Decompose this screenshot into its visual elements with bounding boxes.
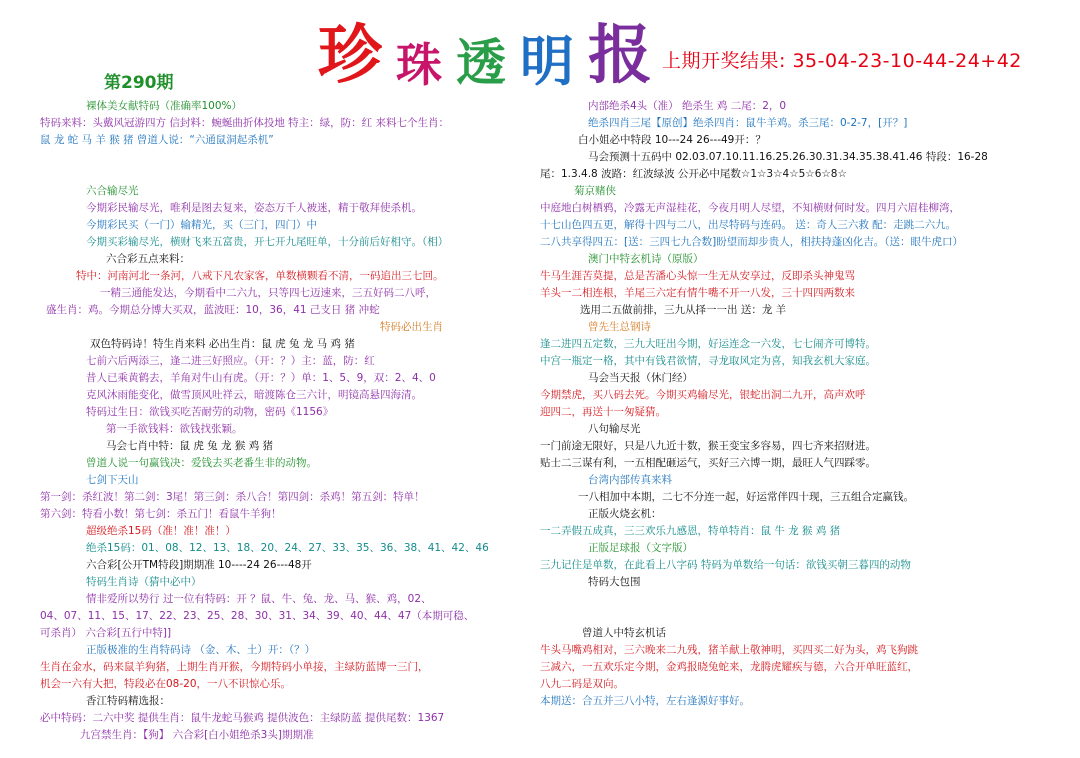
text-line: 曾先生总钢诗 [588,321,651,333]
text-line: 一门前途无限好，只是八九近十数，猴王变宝多容易，四七齐来招财进。 [540,440,876,452]
text-line: 今期禁虎，买八码去死。今期买鸡输尽光，银蛇出洞二九开，高声欢呼 [540,389,866,401]
text-line: 正版足球报（文字版） [588,542,693,554]
text-line: 澳门中特玄机诗（原版） [588,253,704,265]
text-line: 六合彩五点来料： [106,253,190,265]
title-char: 珠 [396,38,442,92]
text-line: 鼠 龙 蛇 马 羊 猴 猪 曾道人说：“六通鼠洞起杀机” [40,134,274,146]
text-line: 特码大包围 [588,576,641,588]
text-line: 台湾内部传真来料 [588,474,672,486]
text-line: 今期买彩输尽光，横财飞来五富贵，开七开九尾旺单，十分前后好相守。（相） [86,236,449,248]
text-line: 生肖在金水，码来鼠羊狗猪，上期生肖开猴，今期特码小单接，主绿防蓝博一三门， [40,661,429,673]
text-line: 盛生肖：鸡。今期总分博大买双，蓝波旺：10，36，41 己支日 猪 冲蛇 [46,304,380,316]
text-line: 马会当天报（休门经） [588,372,693,384]
text-line: 克风沐雨能变化，做雪顶风吐祥云，暗渡陈仓三六计，明镜高悬四海清。 [86,389,422,401]
text-line: 贴士二三谋有利，一五相配砸运气，买好三六博一期，最旺人气四踩零。 [540,457,876,469]
masthead-title [318,18,666,93]
text-line: 中宫一瓶定一格，其中有钱君欲情，寻龙取风定为喜，知我玄机大家庭。 [540,355,876,367]
text-line: 一精三通能发达，今期看中二六九，只等四七迈速来，三五好码二八呼， [100,287,436,299]
text-line: 特码生肖诗（猜中必中） [86,576,202,588]
last-draw-result: 上期开奖结果: 35-04-23-10-44-24+42 [662,50,1022,72]
text-line: 绝杀四肖三尾【原创】绝杀四肖：鼠牛羊鸡。杀三尾：0-2-7，[开？] [588,117,908,129]
text-line: 香江特码精选报： [86,695,170,707]
text-line: 正版火烧玄机： [588,508,662,520]
text-line: 八句输尽光 [588,423,641,435]
title-char: 透 [456,33,506,92]
text-line: 必中特码：二六中奖 提供生肖：鼠牛龙蛇马猴鸡 提供波色：主绿防蓝 提供尾数：1367 [40,712,445,724]
text-line: 绝杀15码：01、08、12、13、18、20、24、27、33、35、36、38、41、42、46 [86,542,489,554]
right-column [540,98,1060,710]
text-line: 三九记住是单数，在此看上八字码 特码为单数给一句话：欲钱买朝三暮四的动物 [540,559,911,571]
text-line [540,608,1060,625]
text-line: 第一手欲钱料：欲钱找张颖。 [106,423,243,435]
text-line: 今期彩民输尽光，唯利是图去复来，姿态万千人被迷，精于敬拜使杀机。 [86,202,422,214]
text-line: 二八共享得四五：[送：三四七九合数]盼望而却步贵人，相扶持蓬凶化吉。（送：眼牛虎口） [540,236,963,248]
text-line: 裸体美女献特码（准确率100%） [86,100,243,112]
title-char: 明 [520,29,574,93]
text-line: 一二弄假五成真，三三欢乐九感恩，特单特肖：鼠 牛 龙 猴 鸡 猪 [540,525,841,537]
text-line: 尾：1.3.4.8 波路：红波绿波 公开必中尾数☆1☆3☆4☆5☆6☆8☆ [540,168,847,180]
title-char: 珍 [318,18,382,93]
text-line: 逢二进四五定数，三九大旺出今期，好运连念一六发，七七闹齐可博特。 [540,338,876,350]
text-line [40,149,510,166]
text-line: 正版极准的生肖特码诗 （金、木、土）开：（？） [86,644,316,656]
text-line: 七前六后两添三，逢二进三好照应。（开：？）主：蓝，防：红 [86,355,375,367]
text-line: 双色特码诗！特生肖来料 必出生肖：鼠 虎 兔 龙 马 鸡 猪 [90,338,355,350]
text-line: 机会一六有大把，特段必在08-20，一八不识惊心乐。 [40,678,292,690]
text-line [40,166,510,183]
text-line: 六合输尽光 [86,185,139,197]
issue-number: 第290期 [104,73,174,93]
text-line: 特中：河南河北一条河，八戒下凡农家客，单数横颗看不清，一码追出三七回。 [76,270,444,282]
text-line: 中庭地白树栖鸦，冷露无声湿桂花，今夜月明人尽望，不知横财何时发。四月六眉桂柳湾， [540,202,960,214]
text-line: 羊头一二相连根，羊尾三六定有情牛嘴不开一八发，三十四四两数来 [540,287,855,299]
text-line: 今期彩民买（一门）输精光，买（三门，四门）中 [86,219,317,231]
text-line: 特码来料：头戴风冠游四方 信封料：蜿蜒曲折体投地 特主：绿，防：红 来料七个生肖： [40,117,450,129]
text-line: 超级绝杀15码（准！准！准！） [86,525,236,537]
text-line: 马会预测十五码中 02.03.07.10.11.16.25.26.30.31.34.35.38.41.46 特段：16-28 [588,151,988,163]
text-line: 一八相加中本期，二七不分连一起，好运常伴四十现，三五组合定赢钱。 [578,491,914,503]
text-line: 曾道人中特玄机话 [582,627,666,639]
text-line: 第六剑：特看小数！第七剑：杀五门！看鼠牛羊狗！ [40,508,282,520]
text-line: 昔人已乘黄鹤去，羊角对牛山有虎。（开：？）单：1、5、9，双：2、4、0 [86,372,436,384]
text-line: 九宫禁生肖：【狗】 六合彩[白小姐绝杀3头]期期准 [80,729,314,741]
text-line: 六合彩[公开TM特段]期期准 10----24 26---48开 [86,559,312,571]
text-line: 迎四二，再送十一匆疑猜。 [540,406,666,418]
title-char: 报 [588,18,652,93]
text-line: 选用二五做前排，三九从择一一出 送：龙 羊 [580,304,787,316]
text-line: 第一剑：杀红波！第二剑：3尾！第三剑：杀八合！第四剑：杀鸡！第五剑：特单！ [40,491,425,503]
text-line: 特码过生日：欲钱买吃苦耐劳的动物，密码《1156》 [86,406,334,418]
text-line: 曾道人说一句赢钱决：爱钱去买老番生非的动物。 [86,457,317,469]
text-line: 马会七肖中特：鼠 虎 兔 龙 猴 鸡 猪 [106,440,274,452]
left-column [40,98,510,744]
text-line: 内部绝杀4头（准） 绝杀生 鸡 二尾：2，0 [588,100,787,112]
text-line: 牛马生涯苦莫提，总是苦潘心头惊一生无从安享过，反即杀头神鬼骂 [540,270,855,282]
text-line: 三减六，一五欢乐定今期，金鸡报晓兔蛇来，龙腾虎耀疾与德，六合开单旺蓝红， [540,661,918,673]
text-line: 七剑下天山 [86,474,139,486]
text-line: 牛头马嘴鸡相对，三六晚来二九残，猪羊献上敬神明，买四买二好为头，鸡飞狗跳 [540,644,918,656]
text-line [540,591,1060,608]
text-line: 本期送：合五并三八小特，左右逢源好事好。 [540,695,750,707]
text-line: 白小姐必中特段 10---24 26---49开：？ [578,134,766,146]
text-line: 特码必出生肖 [380,321,443,333]
text-line: 菊京赌侠 [574,185,616,197]
text-line: 十七山色四五更，解得十四与二八，出尽特码与连码。 送：奇人三六救 配：走跳二六九。 [540,219,957,231]
text-line: 情非爱所以势行 过一位有特码：开 ？鼠、牛、兔、龙、马、猴、鸡，02、 [86,593,432,605]
text-line: 可杀肖） 六合彩[五行中特]] [40,627,172,639]
text-line: 04、07、11、15、17、22、23、25、28、30、31、34、39、40、44、47（本期可稳、 [40,610,475,622]
text-line: 八九二码是双向。 [540,678,624,690]
